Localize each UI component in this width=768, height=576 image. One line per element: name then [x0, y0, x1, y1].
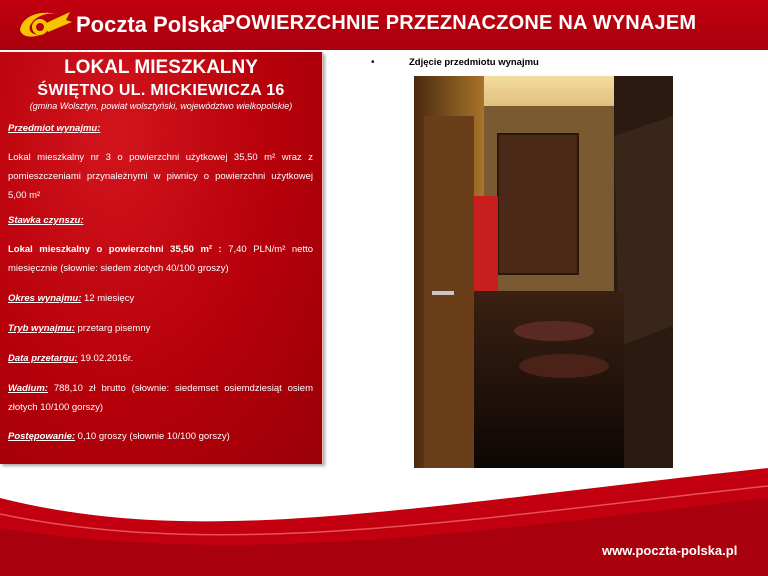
rate-value: 7,40 PLN/m² netto miesięcznie (słownie: siedem złotych 40/100 groszy): [8, 244, 314, 274]
mode-label: Tryb wynajmu:: [8, 323, 75, 334]
photo-caption: Zdjęcie przedmiotu wynajmu: [409, 57, 539, 68]
fee-row: [8, 431, 230, 442]
listing-location-note: (gmina Wolsztyn, powiat wolsztyński, województwo wielkopolskie): [29, 101, 293, 111]
rate-label: Stawka czynszu:: [8, 215, 84, 226]
rate-text: [8, 240, 313, 278]
date-label: Data przetargu:: [8, 353, 78, 364]
logo-text: Poczta Polska: [76, 12, 224, 37]
poczta-polska-logo[interactable]: [14, 6, 224, 44]
period-value: 12 miesięcy: [81, 293, 135, 304]
listing-panel: [0, 52, 323, 464]
fee-value: 0,10 groszy (słownie 10/100 gorszy): [75, 431, 230, 442]
deposit-label: Wadium:: [8, 383, 48, 394]
subject-label: Przedmiot wynajmu:: [8, 123, 101, 134]
footer-url-link[interactable]: www.poczta-polska.pl: [602, 543, 738, 558]
page-title: POWIERZCHNIE PRZEZNACZONE NA WYNAJEM: [222, 12, 697, 34]
date-value: 19.02.2016r.: [77, 353, 134, 364]
footer-decoration: [0, 468, 768, 576]
fee-label: Postępowanie:: [8, 431, 76, 442]
subject-text: Lokal mieszkalny nr 3 o powierzchni użytkowej 35,50 m² wraz z pomieszczeniami przynależnymi w piwnicy o powierzchni użytkowej 5,00 m²: [8, 152, 313, 201]
mode-row: [8, 323, 150, 334]
mode-value: przetarg pisemny: [74, 323, 151, 334]
property-photo: [414, 76, 673, 468]
deposit-value: 788,10 zł brutto (słownie: siedemset osiemdziesiąt osiem złotych 10/100 gorszy): [8, 383, 313, 413]
period-row: [8, 293, 134, 304]
date-row: [8, 353, 133, 364]
rate-bold: Lokal mieszkalny o powierzchni 35,50 m² :: [8, 244, 222, 255]
listing-title: LOKAL MIESZKALNY: [64, 57, 258, 78]
header-bar: [0, 0, 768, 50]
post-horn-icon: [14, 6, 76, 44]
listing-address: ŚWIĘTNO UL. MICKIEWICZA 16: [37, 82, 285, 99]
period-label: Okres wynajmu:: [8, 293, 82, 304]
deposit-row: [8, 379, 313, 417]
bullet-marker: •: [371, 57, 375, 68]
